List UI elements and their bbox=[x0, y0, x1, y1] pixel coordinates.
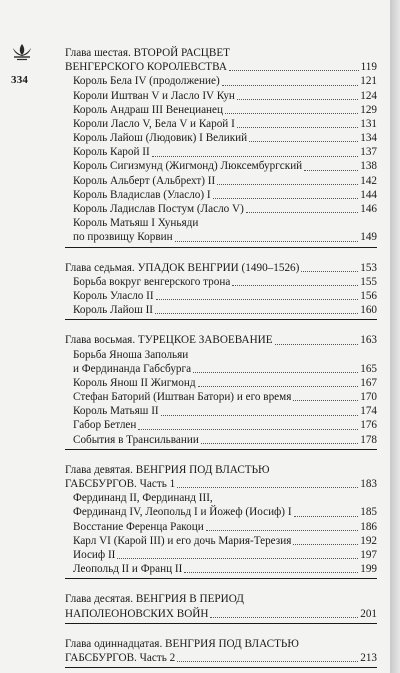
toc-entry-title: Восстание Ференца Ракоци bbox=[73, 520, 204, 533]
dot-leader bbox=[193, 371, 358, 373]
toc-page-number: 131 bbox=[360, 117, 377, 130]
dot-leader bbox=[156, 298, 359, 300]
toc-entry-title: Король Карой II bbox=[73, 146, 150, 159]
toc-page-number: 170 bbox=[360, 391, 377, 404]
toc-page-number: 137 bbox=[360, 146, 377, 159]
toc-page-number: 156 bbox=[360, 289, 377, 302]
dot-leader bbox=[293, 399, 358, 401]
toc-subentry bbox=[65, 505, 377, 519]
toc-subentry bbox=[65, 491, 377, 505]
table-of-contents bbox=[65, 46, 377, 668]
toc-entry-title: Король Лайош (Людовик) I Великий bbox=[73, 132, 248, 145]
toc-section-ch8 bbox=[65, 333, 377, 450]
toc-page-number: 144 bbox=[360, 188, 377, 201]
toc-subentry bbox=[65, 103, 377, 117]
dot-leader bbox=[246, 211, 358, 213]
toc-page-number: 201 bbox=[360, 607, 377, 620]
toc-entry-title: Габор Бетлен bbox=[73, 419, 137, 432]
dot-leader bbox=[294, 515, 359, 517]
dot-leader bbox=[117, 557, 358, 559]
toc-page-number: 192 bbox=[360, 534, 377, 547]
toc-entry-title: Стефан Баторий (Иштван Батори) и его время bbox=[73, 391, 292, 404]
toc-section-ch9 bbox=[65, 463, 377, 580]
toc-entry-title: Король Ладислав Постум (Ласло V) bbox=[73, 203, 244, 216]
toc-subentry bbox=[65, 188, 377, 202]
toc-entry-title: Борьба Яноша Запольяи bbox=[73, 348, 189, 361]
toc-entry-title: Иосиф II bbox=[73, 548, 116, 561]
dot-leader bbox=[237, 126, 358, 128]
toc-subentry bbox=[65, 117, 377, 131]
dot-leader bbox=[155, 312, 358, 314]
dot-leader bbox=[225, 112, 358, 114]
dot-leader bbox=[301, 270, 358, 272]
toc-subentry bbox=[65, 562, 377, 576]
toc-entry-title: Глава одиннадцатая. ВЕНГРИЯ ПОД ВЛАСТЬЮ bbox=[65, 637, 299, 650]
dot-leader bbox=[198, 385, 359, 387]
toc-page-number: 197 bbox=[360, 548, 377, 561]
dot-leader bbox=[175, 240, 359, 242]
toc-entry-title: Король Бела IV (продолжение) bbox=[73, 75, 220, 88]
toc-subentry bbox=[65, 433, 377, 447]
toc-section-ch10 bbox=[65, 592, 377, 623]
dot-leader bbox=[237, 98, 358, 100]
toc-chapter-heading bbox=[65, 651, 377, 665]
toc-page-number: 124 bbox=[360, 89, 377, 102]
toc-entry-title: Борьба вокруг венгерского трона bbox=[73, 275, 231, 288]
toc-chapter-heading bbox=[65, 333, 377, 347]
toc-subentry bbox=[65, 390, 377, 404]
toc-entry-title: Король Андраш III Венецианец bbox=[73, 103, 223, 116]
toc-page-number: 163 bbox=[360, 334, 377, 347]
dot-leader bbox=[184, 571, 358, 573]
toc-page-number: 119 bbox=[360, 61, 377, 74]
toc-page-number: 155 bbox=[360, 275, 377, 288]
toc-page-number: 138 bbox=[360, 160, 377, 173]
toc-subentry bbox=[65, 174, 377, 188]
section-divider bbox=[65, 247, 377, 248]
toc-page-number: 134 bbox=[360, 132, 377, 145]
toc-subentry bbox=[65, 74, 377, 88]
dot-leader bbox=[275, 343, 359, 345]
toc-entry-title: Глава десятая. ВЕНГРИЯ В ПЕРИОД bbox=[65, 593, 244, 606]
toc-entry-title: по прозвищу Корвин bbox=[73, 231, 173, 244]
dot-leader bbox=[304, 169, 358, 171]
dot-leader bbox=[213, 197, 359, 199]
toc-page-number: 176 bbox=[360, 419, 377, 432]
dot-leader bbox=[229, 69, 359, 71]
toc-page-number: 199 bbox=[360, 563, 377, 576]
toc-page-number: 186 bbox=[360, 520, 377, 533]
toc-subentry bbox=[65, 230, 377, 244]
toc-entry-title: НАПОЛЕОНОВСКИХ ВОЙН bbox=[65, 607, 209, 620]
toc-entry-title: и Фердинанда Габсбурга bbox=[73, 362, 192, 375]
toc-page-number: 183 bbox=[360, 478, 377, 491]
page-number: 334 bbox=[11, 74, 29, 86]
toc-chapter-heading bbox=[65, 607, 377, 621]
toc-entry-title: Король Сигизмунд (Жигмонд) Люксембургский bbox=[73, 160, 303, 173]
toc-subentry bbox=[65, 131, 377, 145]
toc-page-number: 174 bbox=[360, 405, 377, 418]
toc-subentry bbox=[65, 520, 377, 534]
toc-subentry bbox=[65, 89, 377, 103]
toc-subentry bbox=[65, 362, 377, 376]
toc-subentry bbox=[65, 534, 377, 548]
toc-entry-title: Король Матьяш I Хуньяди bbox=[73, 217, 199, 230]
toc-entry-title: Король Матьяш II bbox=[73, 405, 159, 418]
toc-subentry bbox=[65, 216, 377, 230]
toc-entry-title: Король Альберт (Альбрехт) II bbox=[73, 174, 216, 187]
dot-leader bbox=[293, 543, 358, 545]
dot-leader bbox=[201, 442, 358, 444]
toc-entry-title: Фердинанд II, Фердинанд III, bbox=[73, 492, 213, 505]
dot-leader bbox=[161, 414, 359, 416]
toc-entry-title: Король Янош II Жигмонд bbox=[73, 376, 196, 389]
toc-chapter-heading bbox=[65, 60, 377, 74]
toc-subentry bbox=[65, 160, 377, 174]
toc-subentry bbox=[65, 145, 377, 159]
lotus-ornament-icon bbox=[10, 42, 34, 62]
toc-page-number: 160 bbox=[360, 304, 377, 317]
dot-leader bbox=[206, 529, 359, 531]
toc-entry-title: Леопольд II и Франц II bbox=[73, 563, 183, 576]
toc-entry-title: События в Трансильвании bbox=[73, 433, 199, 446]
toc-section-ch6 bbox=[65, 46, 377, 248]
toc-page-number: 146 bbox=[360, 203, 377, 216]
toc-entry-title: Глава восьмая. ТУРЕЦКОЕ ЗАВОЕВАНИЕ bbox=[65, 334, 273, 347]
toc-entry-title: Глава девятая. ВЕНГРИЯ ПОД ВЛАСТЬЮ bbox=[65, 463, 270, 476]
section-divider bbox=[65, 319, 377, 320]
toc-page-number: 165 bbox=[360, 362, 377, 375]
dot-leader bbox=[177, 486, 358, 488]
toc-entry-title: ВЕНГЕРСКОГО КОРОЛЕВСТВА bbox=[65, 61, 227, 74]
section-divider bbox=[65, 623, 377, 624]
page-edge bbox=[390, 0, 400, 673]
dot-leader bbox=[177, 660, 358, 662]
toc-entry-title: Короли Иштван V и Ласло IV Кун bbox=[73, 89, 235, 102]
dot-leader bbox=[152, 155, 358, 157]
toc-entry-title: Глава шестая. ВТОРОЙ РАСЦВЕТ bbox=[65, 46, 231, 59]
toc-chapter-heading bbox=[65, 637, 377, 651]
toc-chapter-heading bbox=[65, 261, 377, 275]
dot-leader bbox=[232, 284, 358, 286]
toc-chapter-heading bbox=[65, 46, 377, 60]
toc-page-number: 153 bbox=[360, 261, 377, 274]
toc-subentry bbox=[65, 419, 377, 433]
toc-page-number: 167 bbox=[360, 376, 377, 389]
dot-leader bbox=[222, 84, 359, 86]
toc-entry-title: Король Владислав (Уласло) I bbox=[73, 188, 211, 201]
toc-entry-title: ГАБСБУРГОВ. Часть 1 bbox=[65, 478, 176, 491]
toc-page-number: 213 bbox=[360, 651, 377, 664]
toc-subentry bbox=[65, 289, 377, 303]
toc-subentry bbox=[65, 404, 377, 418]
toc-subentry bbox=[65, 348, 377, 362]
toc-entry-title: Король Лайош II bbox=[73, 304, 154, 317]
toc-entry-title: Король Уласло II bbox=[73, 289, 154, 302]
toc-entry-title: ГАБСБУРГОВ. Часть 2 bbox=[65, 651, 176, 664]
toc-page-number: 121 bbox=[360, 75, 377, 88]
dot-leader bbox=[138, 428, 358, 430]
toc-chapter-heading bbox=[65, 463, 377, 477]
toc-page-number: 142 bbox=[360, 174, 377, 187]
toc-section-ch11 bbox=[65, 637, 377, 668]
toc-entry-title: Фердинанд IV, Леопольд I и Йожеф (Иосиф) I bbox=[73, 506, 292, 519]
toc-subentry bbox=[65, 202, 377, 216]
dot-leader bbox=[210, 616, 358, 618]
toc-page-number: 185 bbox=[360, 506, 377, 519]
section-divider bbox=[65, 449, 377, 450]
section-divider bbox=[65, 667, 377, 668]
toc-entry-title: Глава седьмая. УПАДОК ВЕНГРИИ (1490–1526) bbox=[65, 261, 300, 274]
toc-page-number: 149 bbox=[360, 231, 377, 244]
toc-entry-title: Короли Ласло V, Бела V и Карой I bbox=[73, 117, 235, 130]
toc-page-number: 178 bbox=[360, 433, 377, 446]
toc-subentry bbox=[65, 275, 377, 289]
toc-subentry bbox=[65, 548, 377, 562]
toc-subentry bbox=[65, 303, 377, 317]
toc-subentry bbox=[65, 376, 377, 390]
toc-section-ch7 bbox=[65, 261, 377, 321]
dot-leader bbox=[249, 140, 358, 142]
toc-chapter-heading bbox=[65, 477, 377, 491]
dot-leader bbox=[217, 183, 358, 185]
toc-entry-title: Карл VI (Карой III) и его дочь Мария-Терезия bbox=[73, 534, 292, 547]
toc-page-number: 129 bbox=[360, 103, 377, 116]
toc-chapter-heading bbox=[65, 592, 377, 606]
section-divider bbox=[65, 578, 377, 579]
